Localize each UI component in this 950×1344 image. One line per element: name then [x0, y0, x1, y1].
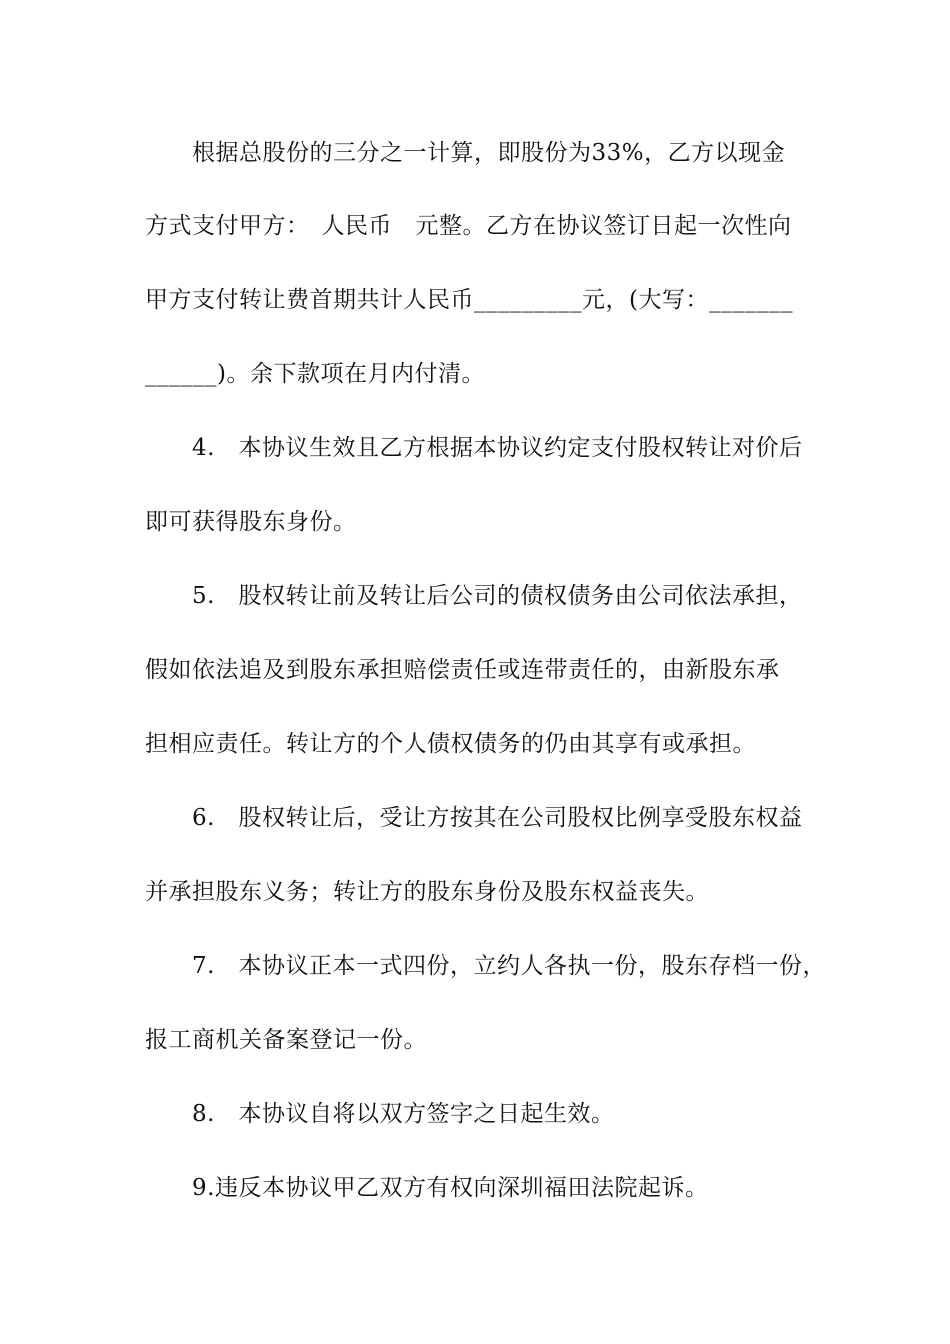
clause-7-line: 报工商机关备案登记一份。: [145, 1027, 427, 1053]
paragraph-line: 甲方支付转让费首期共计人民币_________元，(大写：_______: [145, 287, 793, 313]
paragraph-line: 方式支付甲方： 人民币 元整。乙方在协议签订日起一次性向: [145, 213, 792, 239]
clause-7-line: 7. 本协议正本一式四份，立约人各执一份，股东存档一份，: [145, 953, 826, 979]
clause-5-line: 担相应责任。转让方的个人债权债务的仍由其享有或承担。: [145, 731, 756, 757]
clause-4-line: 4. 本协议生效且乙方根据本协议约定支付股权转让对价后: [145, 435, 803, 461]
clause-4-line: 即可获得股东身份。: [145, 509, 357, 535]
clause-9-line: 9.违反本协议甲乙双方有权向深圳福田法院起诉。: [145, 1175, 709, 1201]
clause-8-line: 8. 本协议自将以双方签字之日起生效。: [145, 1101, 615, 1127]
clause-6-line: 6. 股权转让后，受让方按其在公司股权比例享受股东权益: [145, 805, 803, 831]
paragraph-line: 根据总股份的三分之一计算，即股份为33%，乙方以现金: [145, 140, 786, 166]
clause-5-line: 5. 股权转让前及转让后公司的债权债务由公司依法承担，: [145, 583, 803, 609]
clause-5-line: 假如依法追及到股东承担赔偿责任或连带责任的，由新股东承: [145, 657, 780, 683]
clause-6-line: 并承担股东义务；转让方的股东身份及股东权益丧失。: [145, 879, 709, 905]
paragraph-line: ______)。余下款项在月内付清。: [145, 361, 485, 387]
